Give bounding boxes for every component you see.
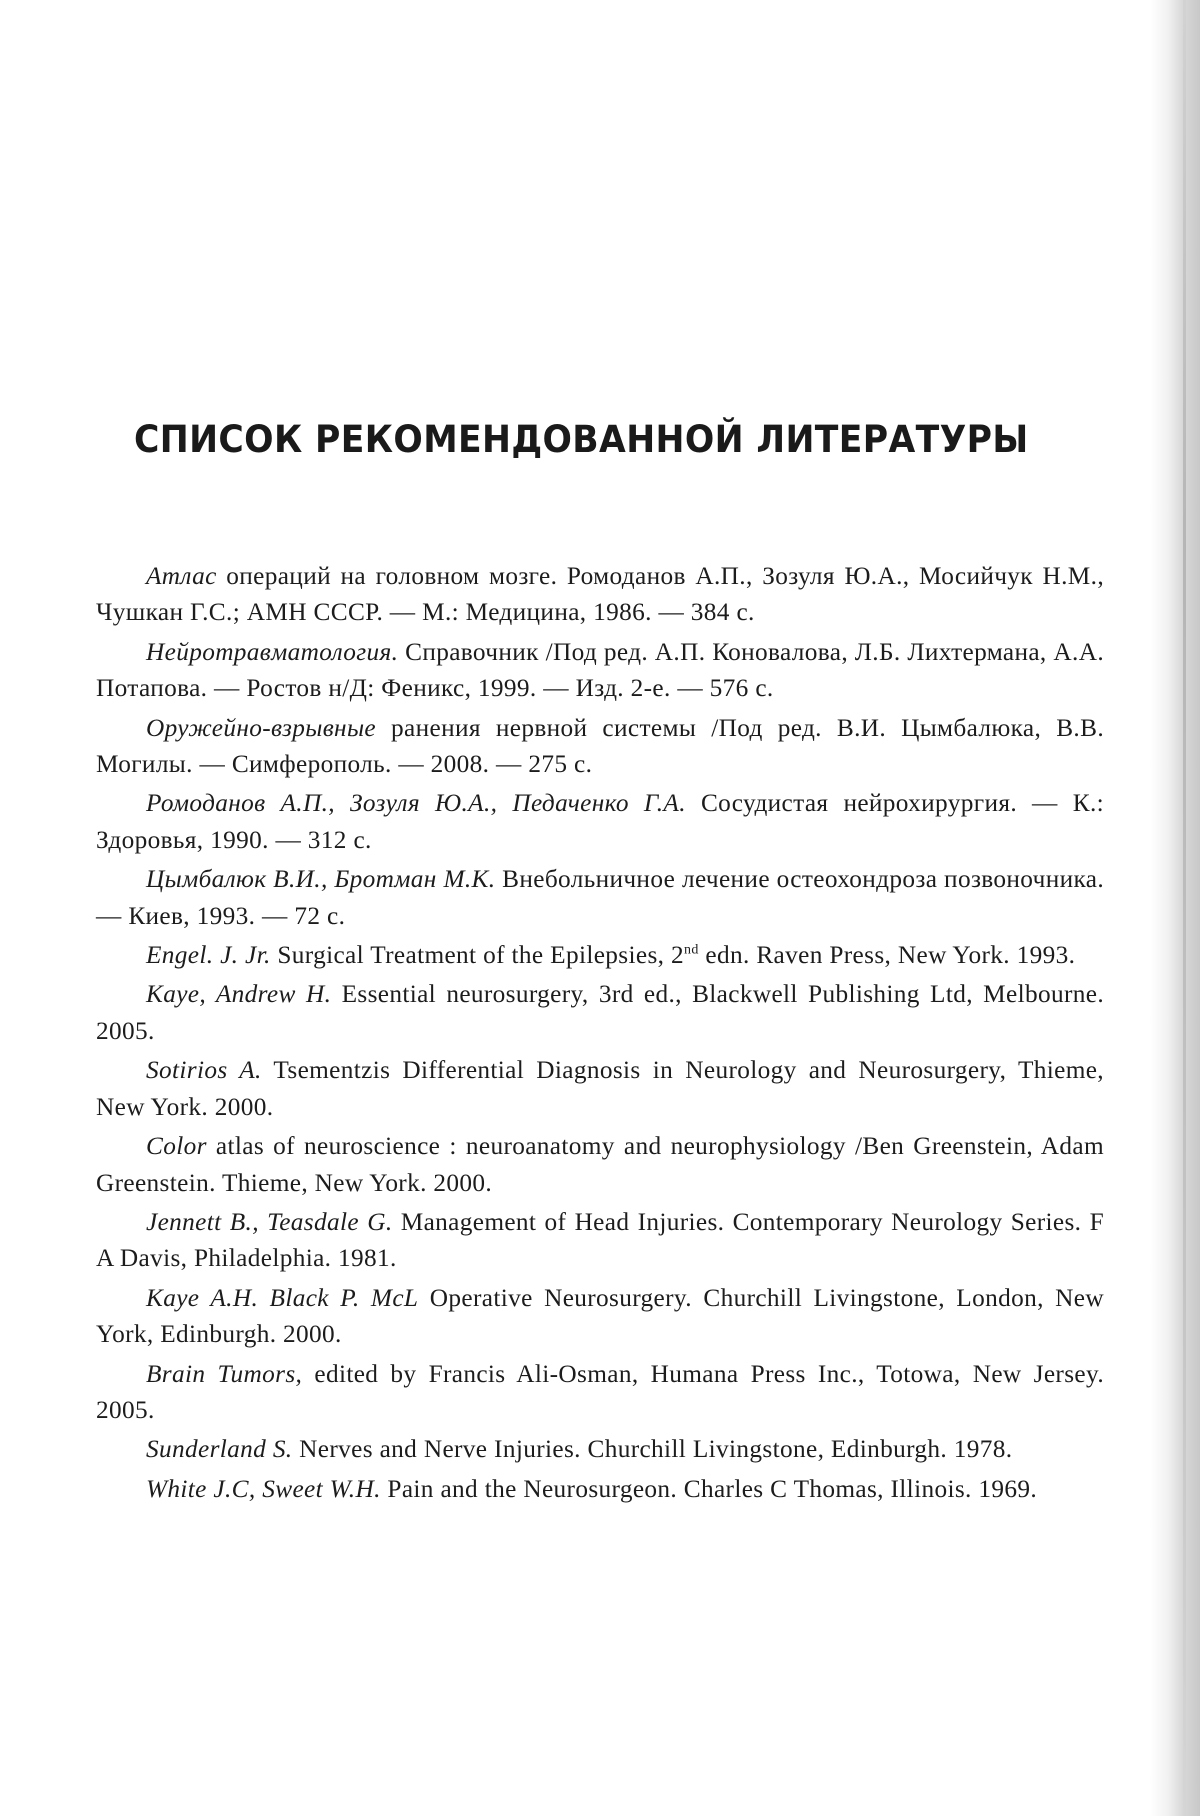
reference-item xyxy=(96,558,1104,631)
reference-text: edited by Francis Ali-Osman, Humana Press Inc., Totowa, New Jersey. 2005. xyxy=(96,1359,1105,1424)
reference-text: Essential neurosurgery, 3rd ed., Blackwell Publishing Ltd, Melbourne. 2005. xyxy=(96,980,1105,1045)
page-edge-shadow xyxy=(1183,0,1186,1816)
reference-lead: White J.C, Sweet W.H. xyxy=(146,1474,381,1503)
page-title: СПИСОК РЕКОМЕНДОВАННОЙ ЛИТЕРАТУРЫ xyxy=(134,418,1029,461)
reference-text-continued: edn. Raven Press, New York. 1993. xyxy=(698,941,1076,970)
reference-text: операций на головном мозге. Ромоданов А.П., Зозуля Ю.А., Мосийчук Н.М., Чушкан Г.С.; АМН СССР. — М.: Медицина, 1986. — 384 с. xyxy=(96,562,1104,627)
reference-lead: Оружейно-взрывные xyxy=(146,713,377,742)
reference-lead: Sunderland S. xyxy=(146,1435,293,1464)
reference-text: Справочник /Под ред. А.П. Коновалова, Л.Б. Лихтермана, А.А. Потапова. — Ростов н/Д: Феникс, 1999. — Изд. 2-е. — 576 с. xyxy=(96,637,1104,703)
reference-text: Tsementzis Differential Diagnosis in Neurology and Neurosurgery, Thieme, New York. 2000. xyxy=(96,1056,1104,1121)
reference-item xyxy=(96,1204,1104,1277)
reference-text: atlas of neuroscience : neuroanatomy and neurophysiology /Ben Greenstein, Adam Greenstein. Thieme, New York. 2000. xyxy=(96,1132,1104,1197)
reference-item xyxy=(96,976,1104,1049)
reference-item xyxy=(96,1431,1104,1467)
reference-text: Management of Head Injuries. Contemporary Neurology Series. F A Davis, Philadelphia. 1981. xyxy=(96,1207,1104,1273)
reference-lead: Kaye A.H. Black P. McL xyxy=(146,1283,419,1312)
reference-lead: Engel. J. Jr. xyxy=(146,941,271,970)
reference-lead: Атлас xyxy=(146,562,217,590)
reference-item xyxy=(96,1356,1104,1429)
reference-item xyxy=(96,1128,1104,1201)
reference-superscript: nd xyxy=(684,942,699,958)
reference-lead: Color xyxy=(146,1132,207,1161)
reference-item xyxy=(96,1471,1104,1507)
reference-lead: Ромоданов А.П., Зозуля Ю.А., Педаченко Г.А. xyxy=(146,789,686,818)
reference-text: Внебольничное лечение остеохондроза позвоночника. — Киев, 1993. — 72 с. xyxy=(96,865,1104,930)
reference-item xyxy=(96,861,1104,934)
reference-item xyxy=(96,710,1104,783)
reference-item xyxy=(96,785,1104,858)
reference-lead: Jennett B., Teasdale G. xyxy=(146,1207,393,1236)
reference-lead: Цымбалюк В.И., Бротман М.К. xyxy=(146,865,496,894)
reference-lead: Sotirios A. xyxy=(146,1056,262,1085)
reference-lead: Нейротравматология. xyxy=(146,637,399,666)
reference-item xyxy=(96,937,1104,973)
reference-text: Nerves and Nerve Injuries. Churchill Livingstone, Edinburgh. 1978. xyxy=(292,1435,1013,1464)
reference-text: Pain and the Neurosurgeon. Charles C Thomas, Illinois. 1969. xyxy=(380,1474,1038,1503)
reference-text: Сосудистая нейрохирургия. — К.: Здоровья, 1990. — 312 с. xyxy=(96,789,1105,854)
reference-item xyxy=(96,634,1104,707)
reference-lead: Kaye, Andrew H. xyxy=(146,980,332,1009)
reference-text: Surgical Treatment of the Epilepsies, 2 xyxy=(270,941,685,970)
reference-lead: Brain Tumors, xyxy=(146,1359,303,1388)
reference-item xyxy=(96,1280,1104,1353)
reference-item xyxy=(96,1052,1104,1125)
reference-text: Operative Neurosurgery. Churchill Livingstone, London, New York, Edinburgh. 2000. xyxy=(96,1283,1104,1349)
reference-text: ранения нервной системы /Под ред. В.И. Цымбалюка, В.В. Могилы. — Симферополь. — 2008. — 275 с. xyxy=(96,713,1104,779)
reference-list xyxy=(96,558,1104,1510)
